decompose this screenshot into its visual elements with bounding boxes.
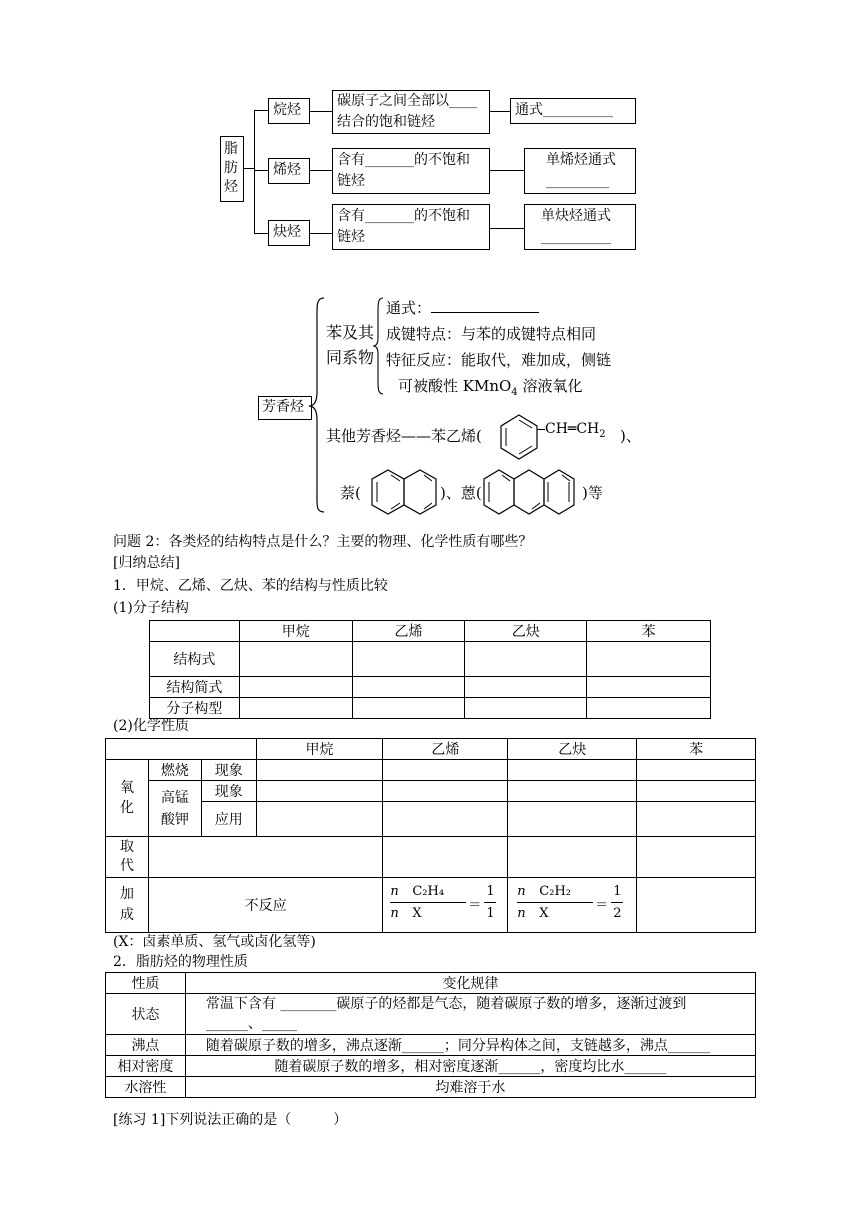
structure-table [149, 620, 711, 719]
frac-n: n [390, 906, 399, 921]
note-x: (X：卤素单质、氢气或卤化氢等) [113, 934, 316, 950]
exercise-1: [练习 1]下列说法正确的是（ ） [113, 1112, 348, 1128]
item-oxidation-sub: 4 [511, 387, 518, 398]
table1-cell [239, 677, 352, 698]
table2-cell [508, 802, 637, 837]
item-oxidation-a: 可被酸性 KMnO [398, 377, 512, 395]
table2-addition-text: 加成 [119, 886, 134, 923]
aromatic-end: )等 [582, 484, 603, 502]
styrene-structure-icon [494, 412, 544, 462]
table1-cell [465, 642, 587, 677]
formula-alkane-text: 通式__________ [515, 102, 613, 118]
item-oxidation-b: 溶液氧化 [517, 377, 583, 395]
branch-alkene-label: 烯烃 [273, 162, 301, 178]
table2-cell [637, 781, 756, 802]
table1-corner [150, 621, 240, 642]
naphthalene-label: 萘( [340, 484, 361, 502]
styrene-group-text: CH═CH [545, 421, 600, 437]
table2-cell [383, 760, 508, 781]
table2-kmno4-text: 高锰酸钾 [160, 789, 189, 828]
table1-cell [239, 642, 352, 677]
table1-header-methane: 甲烷 [239, 621, 352, 642]
table2-cell [148, 837, 382, 878]
desc-alkyne-l1: 含有_______的不饱和 [337, 208, 470, 224]
table1-cell [352, 677, 465, 698]
table2-oxidation-text: 氧化 [119, 780, 134, 816]
subheading-chemistry: (2)化学性质 [113, 718, 189, 734]
frac-rbot: 1 [486, 906, 495, 921]
table3-row-density: 相对密度 [106, 1056, 186, 1077]
formula-alkyne-l1: 单炔烃通式 [541, 208, 611, 224]
table2-corner [106, 739, 257, 760]
frac-rbot: 2 [613, 906, 622, 921]
desc-alkene-l2: 链烃 [337, 173, 365, 189]
frac-n: n [390, 884, 399, 899]
table1-header-ethene: 乙烯 [352, 621, 465, 642]
table3-boiling-trend: 随着碳原子数的增多，沸点逐渐______；同分异构体之间，支链越多，沸点______ [185, 1035, 755, 1056]
styrene-group-sub: 2 [599, 428, 606, 440]
table1-row-structural-formula: 结构式 [150, 642, 240, 677]
table2-cell [383, 781, 508, 802]
table2-header-ethene: 乙烯 [383, 739, 508, 760]
table1-cell [239, 698, 352, 719]
table3-solubility-trend: 均难溶于水 [185, 1077, 755, 1098]
table2-cell [256, 781, 383, 802]
formula-alkene-l1: 单烯烃通式 [546, 152, 616, 168]
table2-application: 应用 [201, 802, 256, 837]
table2-header-ethyne: 乙炔 [508, 739, 637, 760]
naphthalene-structure-icon [370, 468, 442, 516]
table3-header-trend: 变化规律 [185, 973, 755, 994]
table3-row-boiling: 沸点 [106, 1035, 186, 1056]
table1-row-condensed-formula: 结构简式 [150, 677, 240, 698]
table3-row-state: 状态 [106, 994, 186, 1035]
table1-cell [352, 698, 465, 719]
item-general-formula [386, 299, 539, 317]
branch-alkane-label: 烷烃 [273, 102, 301, 118]
table2-cell [256, 802, 383, 837]
table1-cell [465, 698, 587, 719]
table1-header-ethyne: 乙炔 [465, 621, 587, 642]
heading-comparison: 1．甲烷、乙烯、乙炔、苯的结构与性质比较 [113, 578, 388, 594]
frac-rtop: 1 [613, 884, 622, 899]
table2-cell [383, 802, 508, 837]
question-2: 问题 2：各类烃的结构特点是什么？主要的物理、化学性质有哪些？ [113, 534, 533, 550]
item-bond: 成键特点：与苯的成键特点相同 [386, 325, 597, 343]
frac-top: C₂H₂ [539, 884, 571, 899]
table2-header-methane: 甲烷 [256, 739, 383, 760]
frac-rtop: 1 [486, 884, 495, 899]
anthracene-structure-icon [482, 468, 582, 516]
table2-burn: 燃烧 [148, 760, 201, 781]
frac-bot: X [412, 906, 422, 921]
frac-eq: ＝ [595, 898, 609, 913]
table2-cell [383, 837, 508, 878]
anthracene-label: )、蒽( [440, 484, 482, 502]
table1-cell [465, 677, 587, 698]
table1-cell [587, 642, 711, 677]
table2-cell [508, 837, 637, 878]
brace-large [308, 296, 328, 514]
desc-alkane-l1: 碳原子之间全部以____ [337, 93, 477, 109]
styrene-close: )、 [620, 427, 641, 445]
table2-cell [637, 837, 756, 878]
subheading-structure: (1)分子结构 [113, 600, 189, 616]
frac-bot: X [539, 906, 549, 921]
other-aromatic-label: 其他芳香烃——苯乙烯( [326, 427, 482, 445]
table3-density-trend: 随着碳原子数的增多，相对密度逐渐______，密度均比水______ [185, 1056, 755, 1077]
desc-alkene-l1: 含有_______的不饱和 [337, 152, 470, 168]
table1-cell [587, 677, 711, 698]
table3-state-l1: 常温下含有 ________碳原子的烃都是气态，随着碳原子数的增多，逐渐过渡到 [205, 996, 687, 1012]
table2-no-reaction: 不反应 [148, 878, 382, 933]
table2-cell [637, 878, 756, 933]
chemistry-table [105, 738, 756, 933]
table2-cell [637, 760, 756, 781]
table2-oxidation [106, 760, 149, 837]
table2-kmno4 [148, 781, 201, 837]
branch-alkyne-label: 炔烃 [273, 224, 301, 240]
formula-alkyne-l2: __________ [541, 229, 611, 245]
table2-phenomenon: 现象 [201, 760, 256, 781]
table2-header-benzene: 苯 [637, 739, 756, 760]
item-general-label: 通式： [386, 299, 432, 317]
table2-phenomenon-2: 现象 [201, 781, 256, 802]
frac-eq: ＝ [468, 898, 482, 913]
frac-top: C₂H₄ [412, 884, 445, 899]
table2-substitution-text: 取代 [119, 839, 134, 874]
table1-cell [587, 698, 711, 719]
desc-alkyne-l2: 链烃 [337, 229, 365, 245]
formula-alkene-l2: _________ [546, 173, 609, 189]
group1-line2: 同系物 [326, 348, 375, 367]
brace-small [372, 296, 386, 396]
ethene-ratio [390, 880, 500, 926]
table2-cell [508, 760, 637, 781]
table1-header-benzene: 苯 [587, 621, 711, 642]
table3-row-solubility: 水溶性 [106, 1077, 186, 1098]
table1-row-geometry: 分子构型 [150, 698, 240, 719]
item-reaction: 特征反应：能取代，难加成，侧链 [386, 351, 612, 369]
physical-table [105, 972, 756, 1098]
summary-label: [归纳总结] [113, 555, 180, 571]
table2-cell [508, 781, 637, 802]
table3-state-trend [185, 994, 755, 1035]
table2-ethene-ratio [383, 878, 508, 933]
table2-cell [637, 802, 756, 837]
table1-cell [352, 642, 465, 677]
table2-ethyne-ratio [508, 878, 637, 933]
table3-state-l2: ______、_____ [205, 1016, 297, 1032]
frac-n: n [517, 884, 526, 899]
heading-physical: 2．脂肪烃的物理性质 [113, 954, 248, 970]
item-oxidation [398, 377, 582, 399]
root-label-aliphatic: 脂肪烃 [224, 141, 238, 195]
styrene-group [545, 421, 606, 441]
ethyne-ratio [517, 880, 627, 926]
table3-header-property: 性质 [106, 973, 186, 994]
frac-n: n [517, 906, 526, 921]
table2-substitution [106, 837, 149, 878]
root-label-aromatic: 芳香烃 [262, 399, 304, 415]
group1-line1: 苯及其 [326, 323, 375, 342]
desc-alkane-l2: 结合的饱和链烃 [337, 114, 435, 130]
table2-addition [106, 878, 149, 933]
table2-cell [256, 760, 383, 781]
